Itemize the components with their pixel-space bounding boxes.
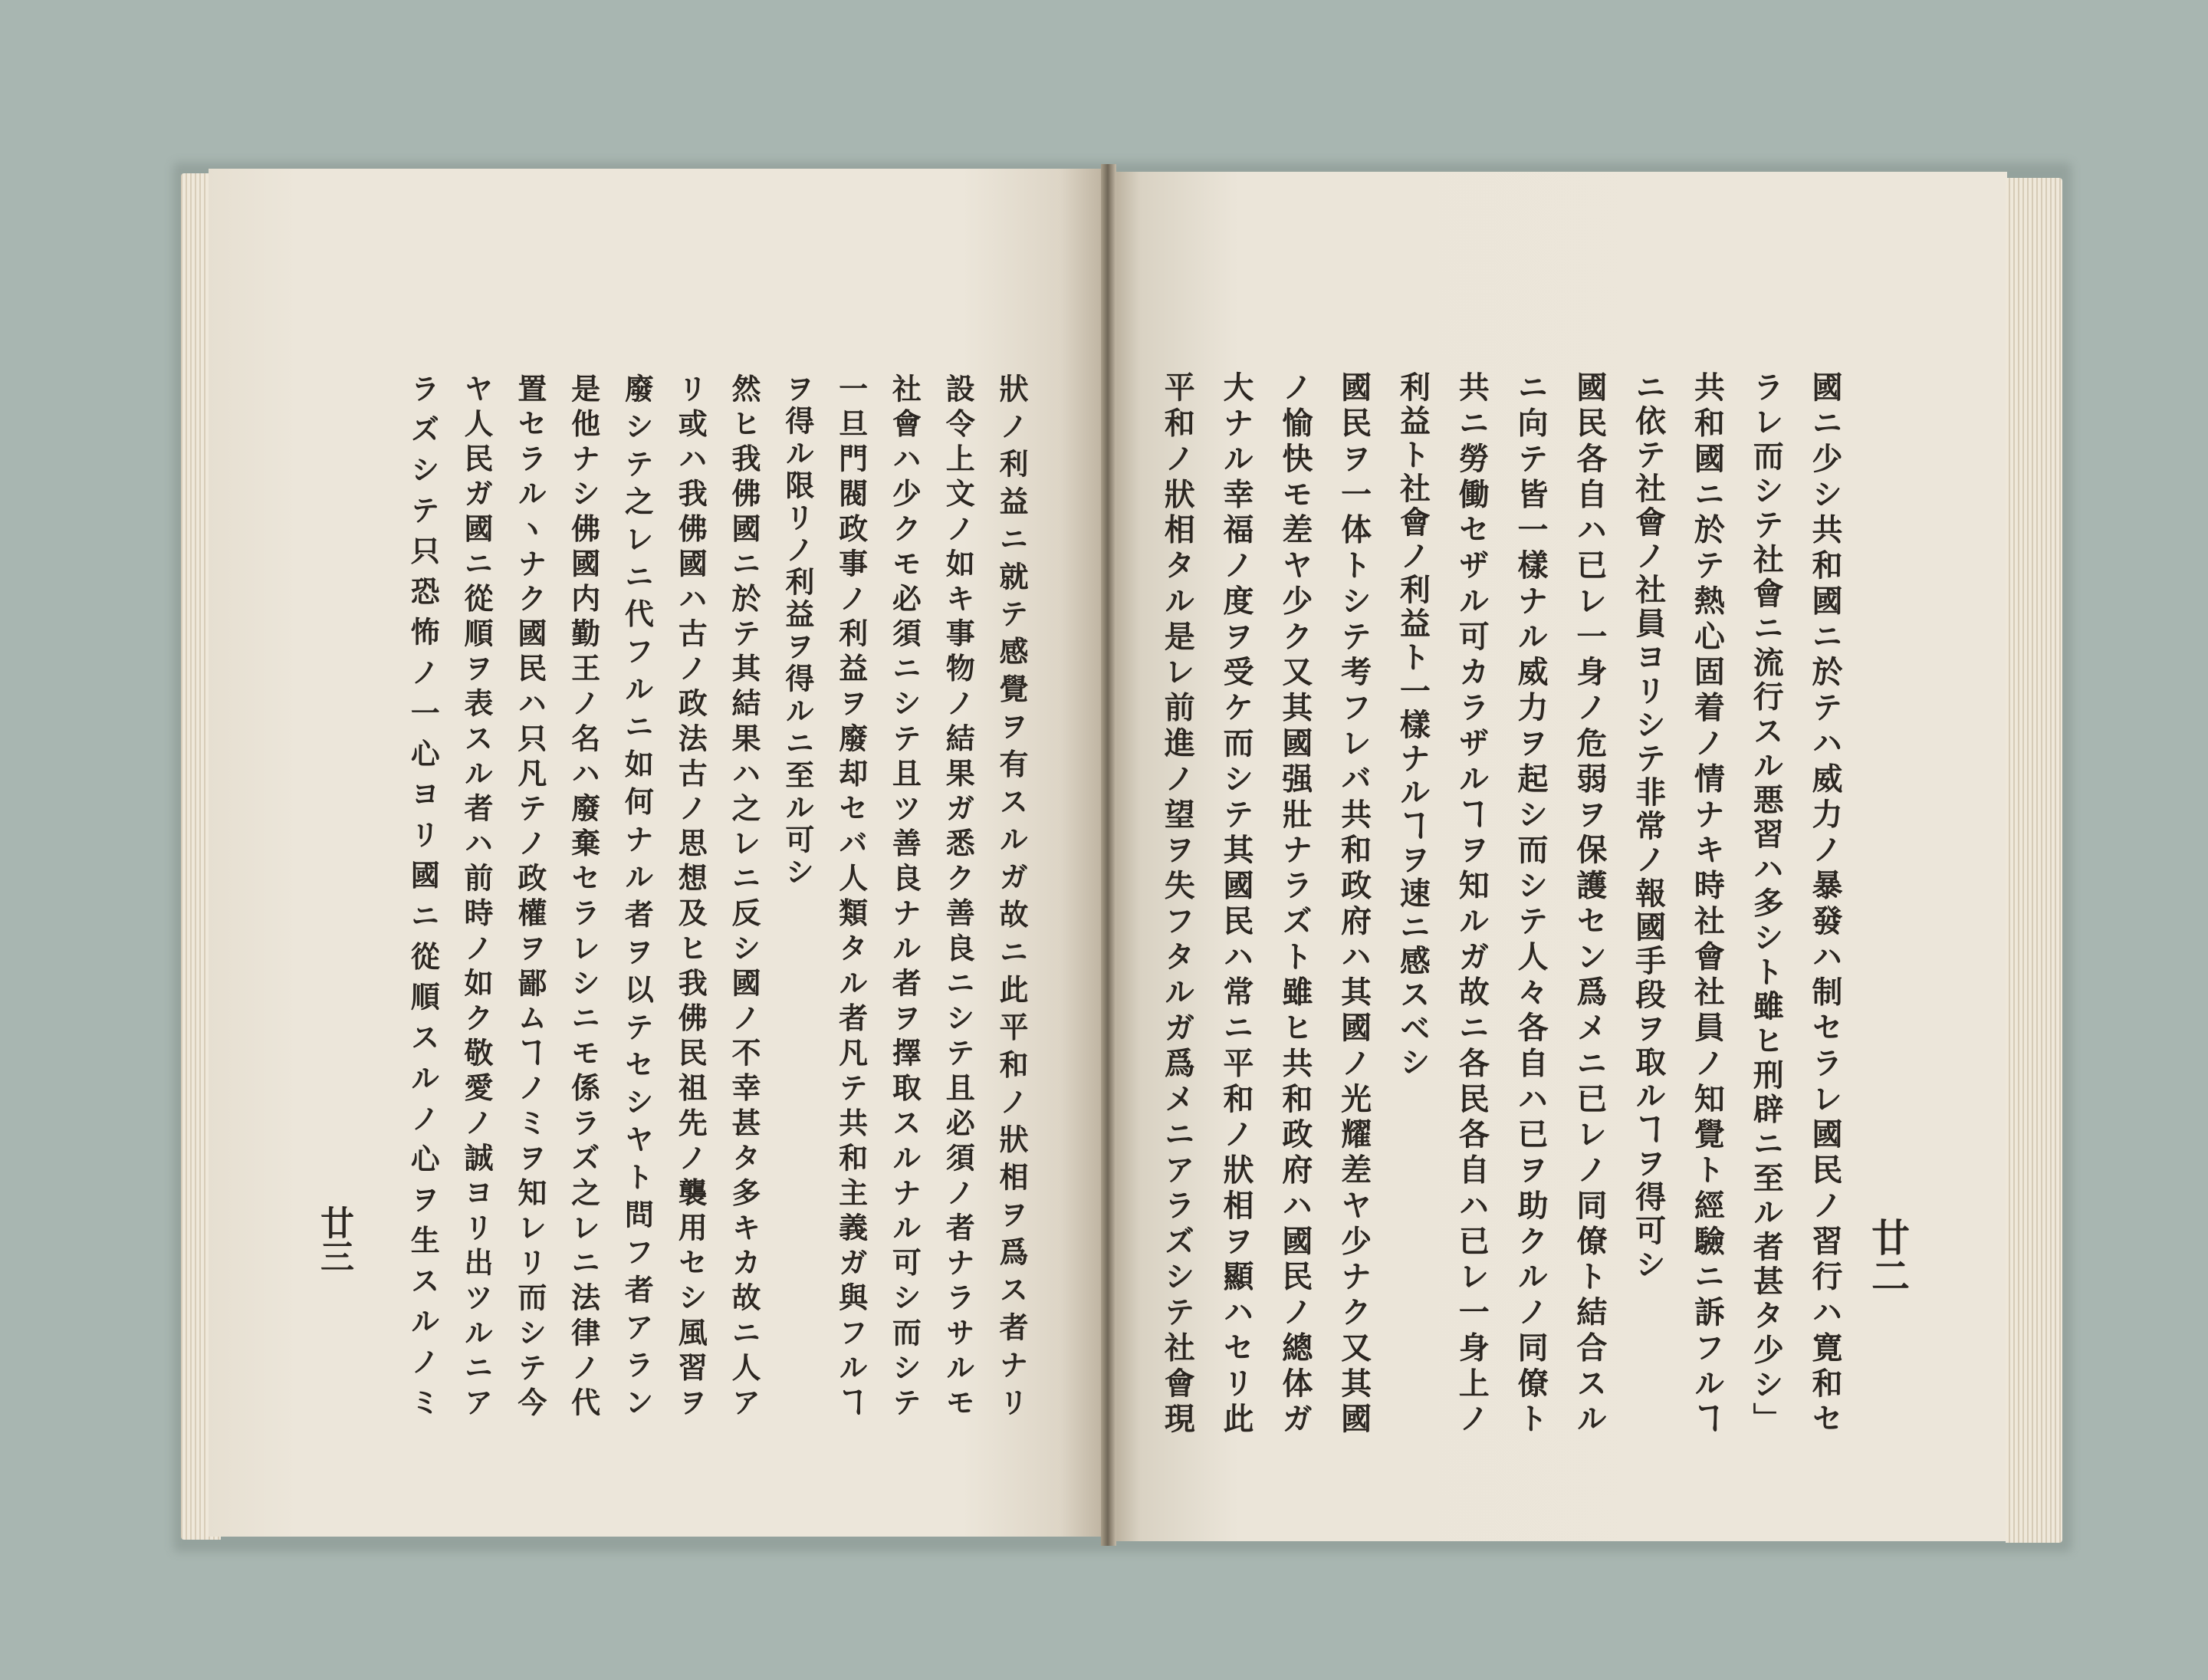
text-column: 是他ナシ佛國内勤王ノ名ハ廢棄セラレシニモ係ラズ之レニ法律ノ代 [566, 373, 601, 1416]
text-column: 社會ハ少クモ必須ニシテ且ツ善良ナル者ヲ擇取スルナル可シ而シテ [887, 373, 922, 1416]
text-column: 國民ヲ一体トシテ考フレバ共和政府ハ其國ノ光耀差ヤ少ナク又其國 [1336, 371, 1372, 1433]
text-column: リ或ハ我佛國ハ古ノ政法古ノ思想及ヒ我佛民祖先ノ襲用セシ風習ヲ [673, 373, 708, 1416]
text-column: 大ナル幸福ノ度ヲ受ケ而シテ其國民ハ常ニ平和ノ狀相ヲ顯ハセリ此 [1218, 371, 1255, 1433]
text-column: ノ愉快モ差ヤ少ク又其國强壯ナラズト雖ヒ共和政府ハ國民ノ總体ガ [1276, 371, 1313, 1433]
text-column: 共ニ勞働セザル可カラザルヿヲ知ルガ故ニ各民各自ハ已レ一身上ノ [1454, 371, 1490, 1433]
left-page-text [396, 373, 1038, 1416]
text-column: 平和ノ狀相タル是レ前進ノ望ヲ失フタルガ爲メニアラズシテ社會現 [1159, 371, 1196, 1433]
text-column: 國民各自ハ已レ一身ノ危弱ヲ保護セン爲メニ已レノ同僚ト結合スル [1571, 371, 1608, 1433]
text-column: 國ニ少シ共和國ニ於テハ威力ノ暴發ハ制セラレ國民ノ習行ハ寛和セ [1807, 371, 1843, 1433]
text-column: 置セラルヽナク國民ハ只凡テノ政權ヲ鄙ムヿノミヲ知レリ而シテ今 [512, 373, 547, 1416]
right-page-text [1147, 371, 1854, 1433]
text-column: 一旦門閥政事ノ利益ヲ廢却セバ人類タル者凡テ共和主義ガ與フルヿ [833, 373, 869, 1416]
page-number: 廿三 [314, 1205, 353, 1273]
text-column: ニ向テ皆一樣ナル威力ヲ起シ而シテ人々各自ハ已ヲ助クルノ同僚ト [1513, 371, 1549, 1433]
text-column: 共和國ニ於テ熱心固着ノ情ナキ時社會社員ノ知覺ト經驗ニ訴フルヿ [1689, 371, 1726, 1433]
text-column: ラズシテ只恐怖ノ一心ヨリ國ニ從順スルノ心ヲ生スルノミ [406, 373, 441, 1417]
text-column: ヤ人民ガ國ニ從順ヲ表スル者ハ前時ノ如ク敬愛ノ誠ヨリ出ツルニア [459, 373, 495, 1416]
text-column: ヲ得ル限リノ利益ヲ得ルニ至ル可シ [780, 373, 815, 889]
book-gutter [1101, 164, 1116, 1546]
text-column: 然ヒ我佛國ニ於テ其結果ハ之レニ反シ國ノ不幸甚タ多キカ故ニ人ア [727, 373, 762, 1416]
text-column: 狀ノ利益ニ就テ感覺ヲ有スルガ故ニ此平和ノ狀相ヲ爲ス者ナリ [994, 373, 1029, 1416]
text-column: ラレ而シテ社會ニ流行スル悪習ハ多シト雖ヒ刑辟ニ至ル者甚タ少シ」 [1748, 371, 1785, 1434]
page-number: 廿二 [1865, 1218, 1911, 1294]
text-column: 利益ト社會ノ利益ト一樣ナルヿヲ速ニ感スベシ [1395, 371, 1431, 1080]
text-column: 設令上文ノ如キ事物ノ結果ガ悉ク善良ニシテ且必須ノ者ナラサルモ [941, 373, 976, 1416]
text-column: 廢シテ之レニ代フルニ如何ナル者ヲ以テセシヤト問フ者アラン [619, 373, 655, 1416]
text-column: ニ依テ社會ノ社員ヨリシテ非常ノ報國手段ヲ取ルヿヲ得可シ [1630, 371, 1667, 1282]
right-page-edges [2006, 178, 2062, 1543]
